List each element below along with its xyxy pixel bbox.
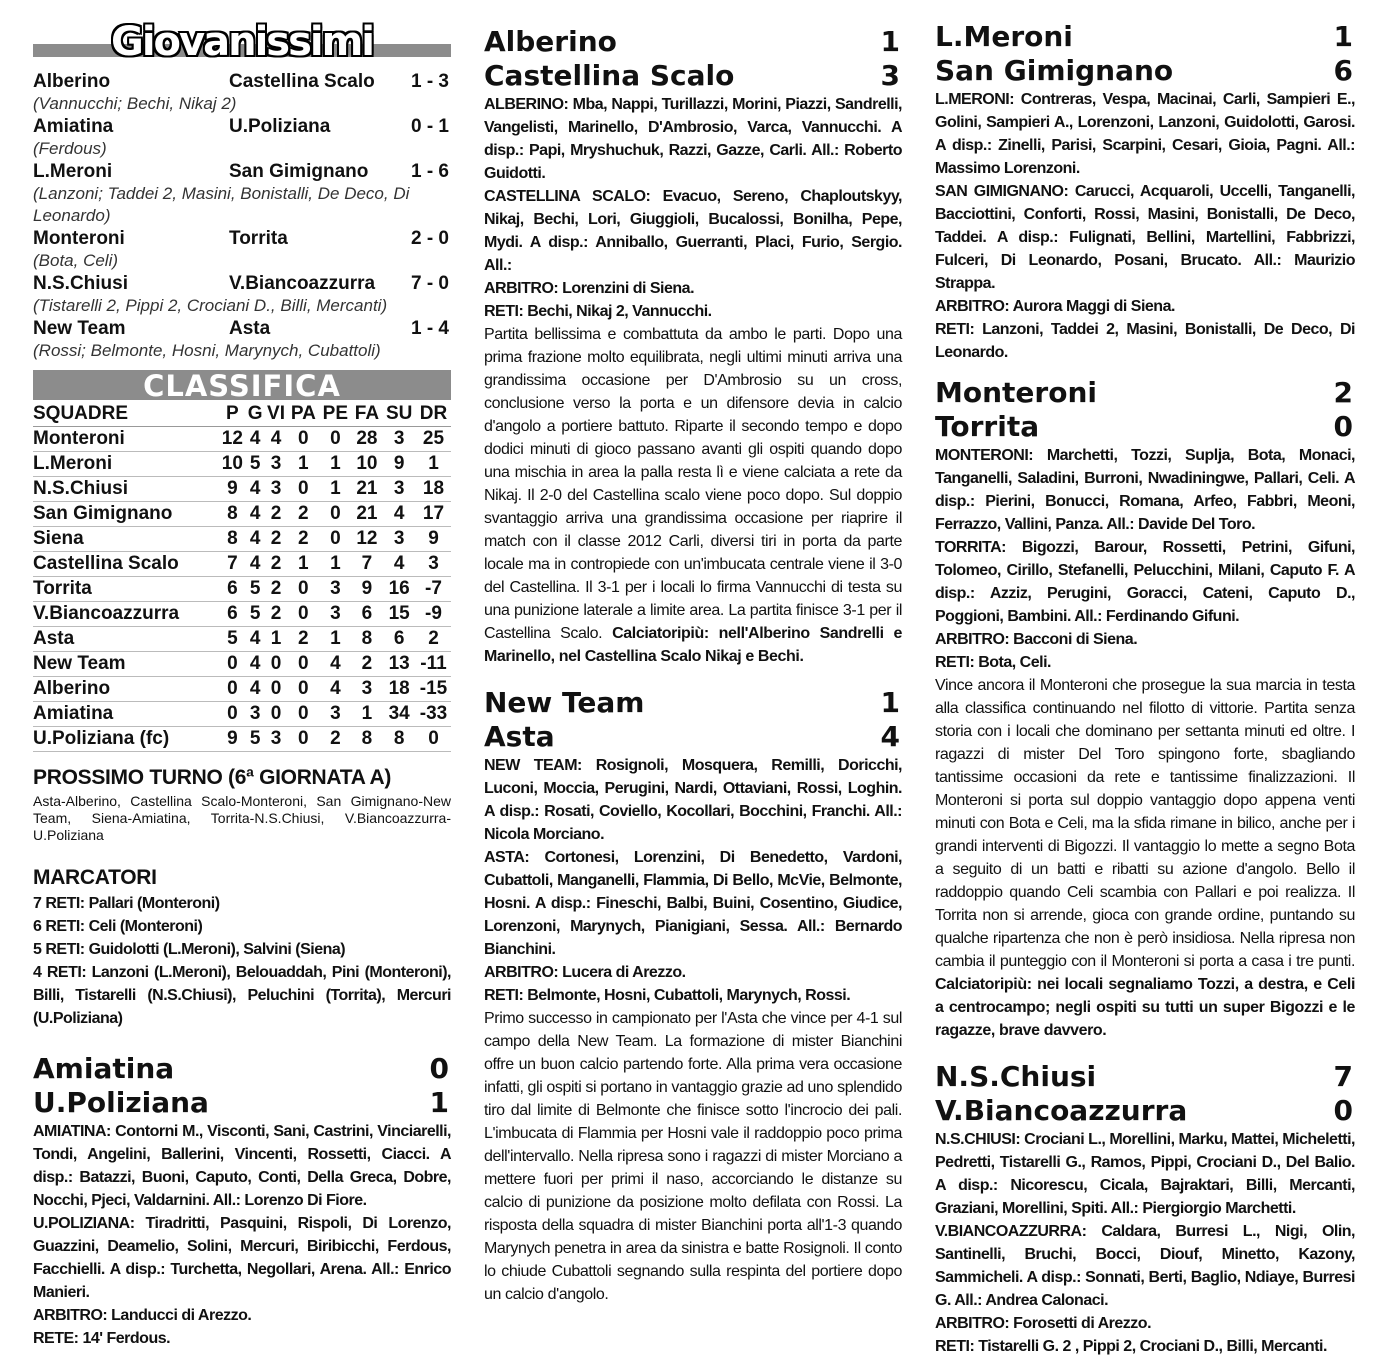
home-team: N.S.Chiusi (33, 273, 129, 294)
match-away (935, 410, 1355, 444)
match-report: Primo successo in campionato per l'Asta che vince per 4-1 sul campo della New Team. La formazione di mister Bianchini offre un buon calcio partendo forte. Alla prima vera occasione infatti, gli ospiti si portano in vantaggio grazie ad uno splendido tiro dal limite di Belmonte che finisce sotto l'incrocio dei pali. L'imbucata di Flammia per Hosni vale il raddoppio poco prima dell'intervallo. Nella ripresa sono i ragazzi di mister Morciano a mettere fuori per primi il naso, accorciando le distanze su calcio di punizione da posizione molto defilata con Rossi. La risposta della squadra di mister Bianchini porta all'1-3 quando Marynych penetra in area da sinistra e batte Rosignoli. Il conto lo chiude Cubattoli segnando sulla respinta del portiere dopo un calcio d'angolo. (484, 1010, 902, 1303)
stat-cell: 0 (287, 727, 319, 752)
standings-header: PA (287, 402, 319, 427)
standings-header: SQUADRE (33, 402, 219, 427)
result-row (33, 71, 451, 93)
goals: RETI: Belmonte, Hosni, Cubattoli, Marynych, Rossi. (484, 987, 851, 1004)
stat-cell: 21 (351, 502, 382, 527)
home-team: Alberino (33, 71, 111, 92)
column-middle (484, 0, 902, 1306)
match-score: 1 - 6 (410, 161, 449, 182)
stat-cell: 4 (265, 427, 288, 452)
stat-cell: -11 (416, 652, 451, 677)
stat-cell: 4 (246, 652, 265, 677)
stat-cell: 18 (382, 677, 416, 702)
match-newteam (484, 686, 902, 1306)
stat-cell: 0 (287, 477, 319, 502)
team-name: L.Meroni (935, 20, 1073, 53)
stat-cell: 2 (265, 577, 288, 602)
stat-cell: 4 (319, 677, 351, 702)
stat-cell: -7 (416, 577, 451, 602)
team-name: New Team (484, 686, 645, 719)
stat-cell: 4 (382, 502, 416, 527)
report-text: Vince ancora il Monteroni che prosegue la sua marcia in testa alla classifica continuando nel filotto di vittorie. Partita senza storia con i locali che dominano per settanta minuti ed oltre. I ragazzi di mister Del Toro spingono forte, sbagliando tantissime occasioni da rete e tantissime finalizzazioni. Il Monteroni si porta sul doppio vantaggio dopo appena venti minuti con Bota e Celi, ma la sfida rimane in bilico, anche per i grandi interventi di Bigozzi. Il vantaggio lo mette a segno Bota a seguito di un batti e ribatti su azione d'angolo. Bello il raddoppio quando Celi scambia con Pallari e poi realizza. Il Torrita non si arrende, gioca con grande ordine, puntando su qualche ripartenza che non è però insidiosa. Nella ripresa non cambia il punteggio con il Monteroni si porta a casa i tre punti. (935, 677, 1355, 970)
stat-cell: 0 (287, 427, 319, 452)
result-scorers: (Vannucchi; Bechi, Nikaj 2) (33, 94, 237, 113)
result-row (33, 116, 451, 138)
stat-cell: 6 (219, 602, 246, 627)
stat-cell: 4 (382, 552, 416, 577)
team-name: Castellina Scalo (33, 552, 219, 577)
stat-cell: 10 (351, 452, 382, 477)
stat-cell: 7 (219, 552, 246, 577)
team-name: Monteroni (33, 427, 219, 452)
stat-cell: 3 (265, 477, 288, 502)
away-lineup: V.BIANCOAZZURRA: Caldara, Burresi L., Nigi, Olin, Santinelli, Bruchi, Bocci, Diouf, Minetto, Kazony, Sammicheli. A disp.: Sonnati, Berti, Baglio, Ndiaye, Burresi G. All.: Andrea Calonaci. (935, 1223, 1355, 1309)
team-name: Amiatina (33, 1052, 175, 1085)
referee: ARBITRO: Forosetti di Arezzo. (935, 1315, 1152, 1332)
report-text: Partita bellissima e combattuta da ambo le parti. Dopo una prima frazione molto equilibrata, negli ultimi minuti arriva una grandissima occasione per D'Ambrosio su un cross, conclusione verso la porta e un difensore devia in calcio d'angolo a portiere battuto. Riparte il secondo tempo e dopo dodici minuti di gioco passano avanti gli ospiti quando dopo una mischia in area la palla resta lì e viene calciata a rete da Nikaj. Il 2-0 del Castellina scalo viene poco dopo. Sul doppio svantaggio arriva una grandissima occasione per riaprire il match con il classe 2012 Carli, diversi tiri in porta da parte locale ma in contropiede con un'imbucata centrale viene il 3-0 del Castellina. Il 3-1 per i locali lo firma Vannucchi di testa su una punizione laterale a limite area. La partita finisce 3-1 per il Castellina Scalo. (484, 326, 902, 642)
away-team: Torrita (229, 228, 288, 249)
stat-cell: 25 (416, 427, 451, 452)
standings-header: FA (351, 402, 382, 427)
stat-cell: 12 (351, 527, 382, 552)
stat-cell: 4 (246, 477, 265, 502)
team-name: V.Biancoazzurra (935, 1094, 1188, 1127)
stat-cell: 1 (351, 702, 382, 727)
match-monteroni (935, 376, 1355, 1042)
stat-cell: 3 (319, 702, 351, 727)
stat-cell: 15 (382, 602, 416, 627)
giovanissimi-banner (33, 19, 451, 65)
stat-cell: 21 (351, 477, 382, 502)
away-team: Asta (229, 318, 271, 339)
stat-cell: 1 (319, 552, 351, 577)
match-score: 7 - 0 (410, 273, 449, 294)
prossimo-turno-text: Asta-Alberino, Castellina Scalo-Monteroni, San Gimignano-New Team, Siena-Amiatina, Torrita-N.S.Chiusi, V.Biancoazzurra-U.Poliziana (33, 793, 451, 843)
team-name: Torrita (935, 410, 1040, 443)
home-team: Monteroni (33, 228, 125, 249)
stat-cell: 2 (416, 627, 451, 652)
goals: RETI: Bechi, Nikaj 2, Vannucchi. (484, 303, 712, 320)
standings-header: P (219, 402, 246, 427)
away-team: U.Poliziana (229, 116, 331, 137)
stat-cell: 3 (246, 702, 265, 727)
stat-cell: 4 (246, 427, 265, 452)
classifica-title: CLASSIFICA (33, 370, 451, 400)
team-name: Alberino (33, 677, 219, 702)
home-lineup: L.MERONI: Contreras, Vespa, Macinai, Carli, Sampieri E., Golini, Sampieri A., Lorenzoni, Lanzoni, Guidolotti, Garosi. A disp.: Zinelli, Parisi, Scarpini, Cesari, Gioia, Pagni. All.: Massimo Lorenzoni. (935, 91, 1355, 177)
stat-cell: 34 (382, 702, 416, 727)
result-scorers: (Ferdous) (33, 139, 107, 158)
stat-cell: 0 (219, 677, 246, 702)
marcatori-line: 5 RETI: Guidolotti (L.Meroni), Salvini (Siena) (33, 941, 346, 958)
stat-cell: 3 (265, 727, 288, 752)
match-away (484, 720, 902, 754)
stat-cell: 8 (351, 627, 382, 652)
marcatori-line: 4 RETI: Lanzoni (L.Meroni), Belouaddah, Pini (Monteroni), Billi, Tistarelli (N.S.Chiusi), Peluchini (Torrita), Mercuri (U.Poliziana) (33, 964, 451, 1027)
stat-cell: 5 (246, 727, 265, 752)
stat-cell: 9 (382, 452, 416, 477)
calciatoripiu: Calciatoripiù: nei locali segnaliamo Tozzi, a destra, e Celi a centrocampo; negli ospiti su tutti un super Bigozzi e le ragazze, brave davvero. (935, 976, 1355, 1039)
home-team: Amiatina (33, 116, 114, 137)
stat-cell: 17 (416, 502, 451, 527)
away-lineup: SAN GIMIGNANO: Carucci, Acquaroli, Uccelli, Tanganelli, Bacciottini, Conforti, Rossi, Masini, Bonistalli, De Deco, Taddei. A disp.: Fulignati, Bellini, Martellini, Fabbrizzi, Fulceri, Di Leonardo, Posani, Brucato. All.: Maurizio Strappa. (935, 183, 1355, 292)
team-score: 1 (1333, 20, 1353, 53)
team-score: 3 (880, 59, 900, 92)
team-name: Alberino (484, 25, 617, 58)
stat-cell: 4 (246, 677, 265, 702)
home-team: L.Meroni (33, 161, 113, 182)
stat-cell: 2 (287, 627, 319, 652)
stat-cell: 4 (246, 552, 265, 577)
marcatori-line: 7 RETI: Pallari (Monteroni) (33, 895, 220, 912)
stat-cell: 8 (219, 527, 246, 552)
team-score: 7 (1333, 1060, 1353, 1093)
team-name: L.Meroni (33, 452, 219, 477)
stat-cell: 0 (287, 702, 319, 727)
team-score: 0 (1333, 1094, 1353, 1127)
team-score: 2 (1333, 376, 1353, 409)
stat-cell: 0 (219, 702, 246, 727)
away-lineup: CASTELLINA SCALO: Evacuo, Sereno, Chaploutskyy, Nikaj, Bechi, Lori, Giuggioli, Bucalossi, Bonilha, Pepe, Mydi. A disp.: Anniballo, Guerranti, Placi, Furio, Sergio. All.: (484, 188, 902, 274)
prossimo-turno-title: PROSSIMO TURNO (6ª GIORNATA A) (33, 766, 392, 789)
team-name: N.S.Chiusi (33, 477, 219, 502)
match-home (484, 25, 902, 59)
stat-cell: 9 (416, 527, 451, 552)
stat-cell: 2 (265, 552, 288, 577)
team-name: Asta (484, 720, 555, 753)
marcatori-list (33, 892, 451, 1030)
result-scorers: (Rossi; Belmonte, Hosni, Marynych, Cubattoli) (33, 341, 381, 360)
match-home (484, 686, 902, 720)
stat-cell: 6 (219, 577, 246, 602)
standings-row (33, 427, 451, 452)
standings-row (33, 552, 451, 577)
stat-cell: 0 (287, 677, 319, 702)
match-home (935, 376, 1355, 410)
stat-cell: 0 (265, 652, 288, 677)
stat-cell: 0 (265, 702, 288, 727)
stat-cell: 4 (319, 652, 351, 677)
team-score: 1 (429, 1086, 449, 1119)
away-team: San Gimignano (229, 161, 369, 182)
match-lmeroni (935, 20, 1355, 364)
stat-cell: 0 (319, 502, 351, 527)
result-row (33, 228, 451, 250)
standings-row (33, 702, 451, 727)
home-lineup: AMIATINA: Contorni M., Visconti, Sani, Castrini, Vinciarelli, Tondi, Angelini, Ballerini, Vincenti, Rossetti, Ciacci. A disp.: Batazzi, Buoni, Caputo, Conti, Della Greca, Dobre, Nocchi, Pjeci, Valdarnini. All.: Lorenzo Di Fiore. (33, 1123, 451, 1209)
stat-cell: 16 (382, 577, 416, 602)
stat-cell: -15 (416, 677, 451, 702)
team-name: Amiatina (33, 702, 219, 727)
team-name: V.Biancoazzurra (33, 602, 219, 627)
stat-cell: 4 (246, 627, 265, 652)
stat-cell: 6 (382, 627, 416, 652)
stat-cell: 0 (287, 602, 319, 627)
team-name: San Gimignano (33, 502, 219, 527)
home-lineup: NEW TEAM: Rosignoli, Mosquera, Remilli, Doricchi, Luconi, Moccia, Perugini, Nardi, Ottaviani, Rossi, Loghin. A disp.: Rosati, Coviello, Kocollari, Bocchini, Franchi. All.: Nicola Morciano. (484, 757, 902, 843)
team-name: Castellina Scalo (484, 59, 735, 92)
standings-row (33, 477, 451, 502)
stat-cell: 5 (219, 627, 246, 652)
away-lineup: TORRITA: Bigozzi, Barour, Rossetti, Petrini, Gifuni, Tolomeo, Cirillo, Stefanelli, Pelucchini, Milani, Caputo F. A disp.: Azziz, Perugini, Goracci, Cateni, Caputo D., Poggioni, Bambini. All.: Ferdinando Gifuni. (935, 539, 1355, 625)
standings-row (33, 452, 451, 477)
standings-row (33, 727, 451, 752)
match-score: 1 - 3 (410, 71, 449, 92)
team-name: U.Poliziana (fc) (33, 727, 219, 752)
standings-header: G (246, 402, 265, 427)
result-scorers: (Lanzoni; Taddei 2, Masini, Bonistalli, De Deco, Di Leonardo) (33, 184, 410, 225)
stat-cell: 0 (416, 727, 451, 752)
home-lineup: N.S.CHIUSI: Crociani L., Morellini, Marku, Mattei, Micheletti, Pedretti, Tistarelli G., Ramos, Pippi, Crociani D., Del Balio. A disp.: Nicorescu, Cicala, Bajraktari, Billi, Mercanti, Graziani, Morellini, Spiti. All.: Piergiorgio Marchetti. (935, 1131, 1355, 1217)
column-right (935, 0, 1355, 1358)
stat-cell: 0 (219, 652, 246, 677)
stat-cell: 3 (351, 677, 382, 702)
standings-row (33, 602, 451, 627)
stat-cell: 2 (351, 652, 382, 677)
column-left (33, 0, 451, 1350)
home-lineup: MONTERONI: Marchetti, Tozzi, Suplja, Bota, Monaci, Tanganelli, Saladini, Burroni, Nwadiningwe, Pallari, Celi. A disp.: Pierini, Bonucci, Romana, Arfeo, Fabbri, Meoni, Ferrazzo, Vallini, Panza. All.: Davide Del Toro. (935, 447, 1355, 533)
referee: ARBITRO: Landucci di Arezzo. (33, 1307, 252, 1324)
result-row (33, 273, 451, 295)
standings-row (33, 502, 451, 527)
stat-cell: 5 (246, 602, 265, 627)
match-away (935, 1094, 1355, 1128)
stat-cell: 3 (319, 577, 351, 602)
stat-cell: 1 (287, 452, 319, 477)
home-team: New Team (33, 318, 126, 339)
team-name: Torrita (33, 577, 219, 602)
stat-cell: 1 (416, 452, 451, 477)
referee: ARBITRO: Aurora Maggi di Siena. (935, 298, 1175, 315)
result-row (33, 161, 451, 183)
stat-cell: 1 (319, 452, 351, 477)
stat-cell: 9 (351, 577, 382, 602)
goals: RETI: Tistarelli G. 2 , Pippi 2, Crociani D., Billi, Mercanti. (935, 1338, 1327, 1355)
standings-header: DR (416, 402, 451, 427)
stat-cell: 0 (319, 427, 351, 452)
stat-cell: 0 (287, 577, 319, 602)
team-name: San Gimignano (935, 54, 1174, 87)
standings-row (33, 577, 451, 602)
stat-cell: 1 (319, 477, 351, 502)
stat-cell: 12 (219, 427, 246, 452)
stat-cell: 3 (416, 552, 451, 577)
stat-cell: 9 (219, 477, 246, 502)
referee: ARBITRO: Lorenzini di Siena. (484, 280, 695, 297)
team-score: 4 (880, 720, 900, 753)
stat-cell: 3 (382, 527, 416, 552)
stat-cell: 2 (265, 527, 288, 552)
stat-cell: 2 (287, 527, 319, 552)
match-score: 2 - 0 (410, 228, 449, 249)
result-row (33, 318, 451, 340)
stat-cell: 18 (416, 477, 451, 502)
match-home (935, 20, 1355, 54)
away-team: Castellina Scalo (229, 71, 375, 92)
goals: RETI: Lanzoni, Taddei 2, Masini, Bonistalli, De Deco, Di Leonardo. (935, 321, 1355, 361)
stat-cell: -33 (416, 702, 451, 727)
team-score: 0 (429, 1052, 449, 1085)
stat-cell: 0 (265, 677, 288, 702)
stat-cell: 7 (351, 552, 382, 577)
goals: RETE: 14' Ferdous. (33, 1330, 171, 1347)
referee: ARBITRO: Lucera di Arezzo. (484, 964, 686, 981)
match-score: 1 - 4 (410, 318, 449, 339)
away-lineup: U.POLIZIANA: Tiradritti, Pasquini, Rispoli, Di Lorenzo, Guazzini, Deamelio, Solini, Mercuri, Biribicchi, Ferdous, Facchielli. A disp.: Turchetta, Negollari, Arena. All.: Enrico Manieri. (33, 1215, 451, 1301)
results-list (33, 71, 451, 362)
stat-cell: 4 (246, 527, 265, 552)
result-scorers: (Tistarelli 2, Pippi 2, Crociani D., Billi, Mercanti) (33, 296, 388, 315)
stat-cell: 0 (287, 652, 319, 677)
stat-cell: 8 (351, 727, 382, 752)
team-score: 1 (880, 686, 900, 719)
marcatori-line: 6 RETI: Celi (Monteroni) (33, 918, 203, 935)
match-score: 0 - 1 (410, 116, 449, 137)
stat-cell: 10 (219, 452, 246, 477)
stat-cell: 0 (319, 527, 351, 552)
stat-cell: 5 (246, 452, 265, 477)
standings-row (33, 527, 451, 552)
stat-cell: 9 (219, 727, 246, 752)
standings-row (33, 677, 451, 702)
stat-cell: 2 (319, 727, 351, 752)
stat-cell: 1 (287, 552, 319, 577)
away-lineup: ASTA: Cortonesi, Lorenzini, Di Benedetto, Vardoni, Cubattoli, Manganelli, Flammia, Di Bello, McVie, Belmonte, Hosni. A disp.: Fineschi, Balbi, Buini, Cosentino, Giudice, Lorenzoni, Marynych, Pianigiani, Sessa. All.: Bernardo Bianchini. (484, 849, 902, 958)
match-report (935, 674, 1355, 1042)
match-home (935, 1060, 1355, 1094)
calciatoripiu: Calciatoripiù: nell'Alberino Sandrelli e Marinello, nel Castellina Scalo Nikaj e Bechi. (484, 625, 903, 665)
standings-row (33, 652, 451, 677)
stat-cell: 4 (246, 502, 265, 527)
standings-header: SU (382, 402, 416, 427)
stat-cell: 3 (265, 452, 288, 477)
standings-row (33, 627, 451, 652)
stat-cell: 3 (382, 427, 416, 452)
home-lineup: ALBERINO: Mba, Nappi, Turillazzi, Morini, Piazzi, Sandrelli, Vangelisti, Marinello, D'Ambrosio, Varca, Vannucchi. A disp.: Papi, Mryshuchuk, Razzi, Gazze, Carli. All.: Roberto Guidotti. (484, 96, 902, 182)
match-alberino (484, 25, 902, 668)
match-away (935, 54, 1355, 88)
team-score: 1 (880, 25, 900, 58)
match-nschiusi (935, 1060, 1355, 1358)
team-name: U.Poliziana (33, 1086, 209, 1119)
match-home (33, 1052, 451, 1086)
team-name: Asta (33, 627, 219, 652)
stat-cell: 28 (351, 427, 382, 452)
team-name: N.S.Chiusi (935, 1060, 1097, 1093)
team-name: Monteroni (935, 376, 1097, 409)
stat-cell: 5 (246, 577, 265, 602)
away-team: V.Biancoazzurra (229, 273, 376, 294)
result-scorers: (Bota, Celi) (33, 251, 119, 270)
marcatori-title: MARCATORI (33, 866, 157, 889)
standings-header: PE (319, 402, 351, 427)
stat-cell: 6 (351, 602, 382, 627)
match-amiatina (33, 1052, 451, 1350)
match-away (484, 59, 902, 93)
stat-cell: 2 (287, 502, 319, 527)
stat-cell: 1 (319, 627, 351, 652)
stat-cell: 1 (265, 627, 288, 652)
stat-cell: -9 (416, 602, 451, 627)
team-score: 6 (1333, 54, 1353, 87)
stat-cell: 13 (382, 652, 416, 677)
goals: RETI: Bota, Celi. (935, 654, 1051, 671)
stat-cell: 3 (382, 477, 416, 502)
team-score: 0 (1333, 410, 1353, 443)
match-report (484, 323, 902, 668)
stat-cell: 8 (219, 502, 246, 527)
standings-table (33, 402, 451, 752)
match-away (33, 1086, 451, 1120)
referee: ARBITRO: Bacconi di Siena. (935, 631, 1138, 648)
team-name: Siena (33, 527, 219, 552)
stat-cell: 3 (319, 602, 351, 627)
stat-cell: 2 (265, 502, 288, 527)
stat-cell: 2 (265, 602, 288, 627)
stat-cell: 8 (382, 727, 416, 752)
team-name: New Team (33, 652, 219, 677)
standings-header: VI (265, 402, 288, 427)
section-title: Giovanissimi (111, 19, 373, 65)
